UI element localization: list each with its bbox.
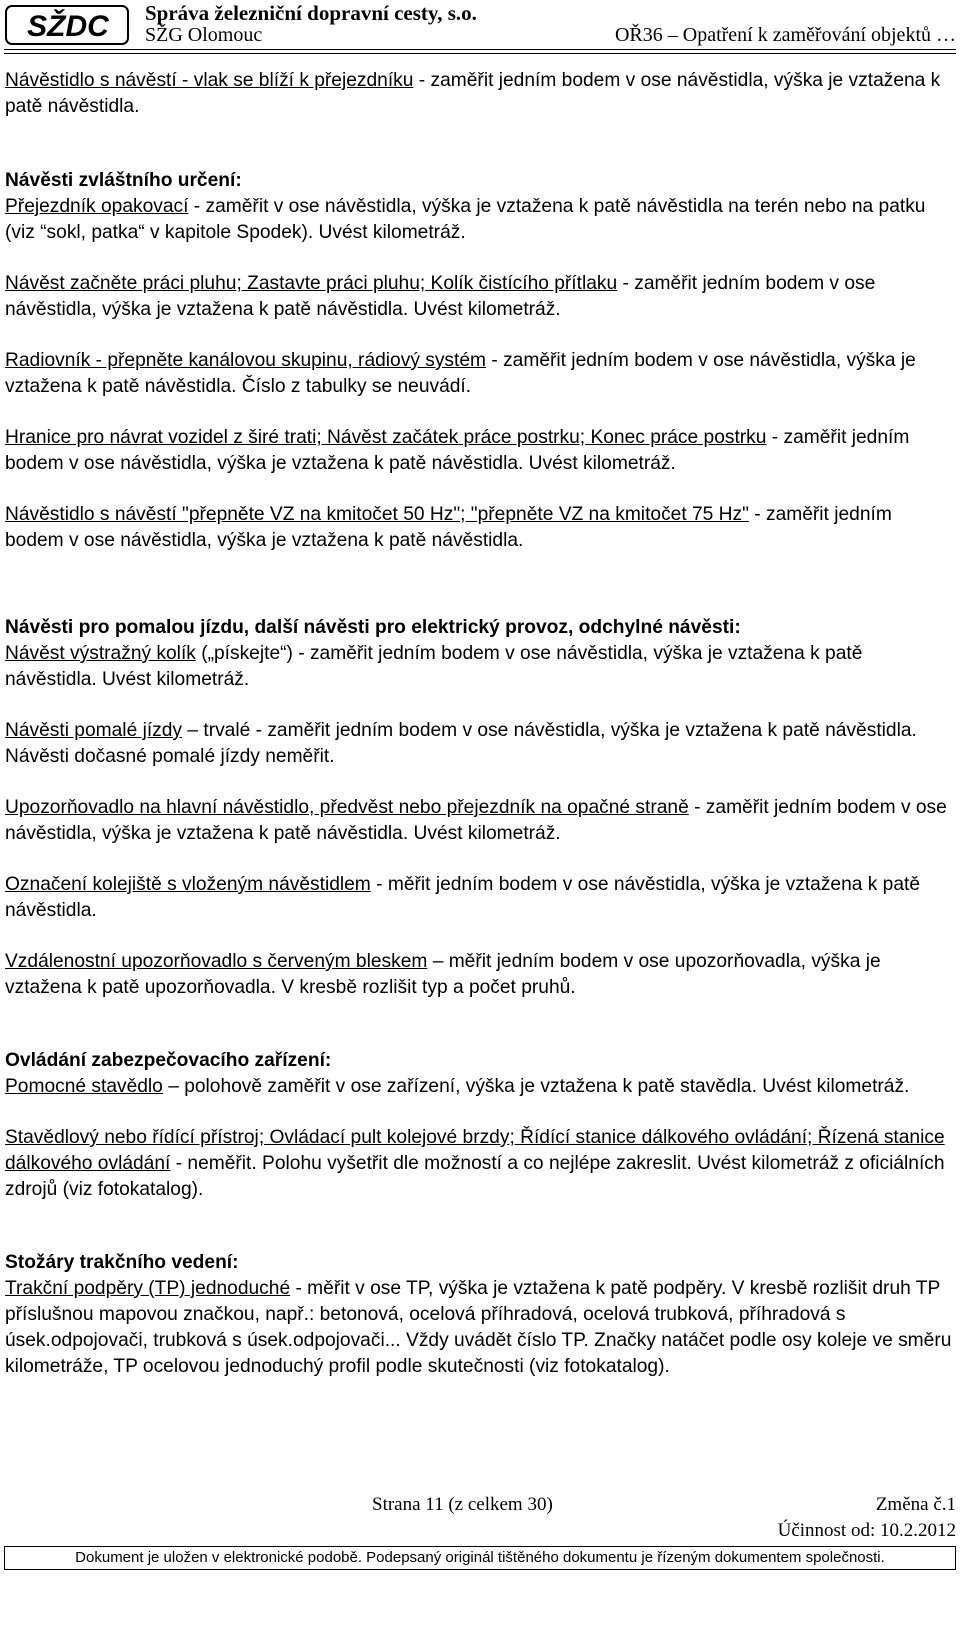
underlined-term: Stavědlový nebo řídící přístroj; Ovládací pult kolejové brzdy; Řídící stanice dálkového ovládání; Řízená stanice dálkového ovládání — [5, 1127, 945, 1174]
paragraph — [5, 949, 955, 1001]
underlined-term: Návěst začněte práci pluhu; Zastavte práci pluhu; Kolík čistícího přítlaku — [5, 273, 618, 294]
paragraph — [5, 1250, 955, 1380]
paragraph — [5, 348, 955, 400]
paragraph — [5, 271, 955, 323]
underlined-term: Přejezdník opakovací — [5, 196, 189, 217]
section-spacer — [5, 1026, 955, 1048]
paragraph-text: – trvalé - zaměřit jedním bodem v ose návěstidla, výška je vztažena k patě návěstidla. Návěsti dočasné pomalé jízdy neměřit. — [5, 720, 917, 767]
paragraph-text: - měřit jedním bodem v ose návěstidla, výška je vztažena k patě návěstidla. — [5, 874, 921, 921]
paragraph-text: - zaměřit jedním bodem v ose návěstidla, výška je vztažena k patě návěstidla. — [5, 70, 941, 117]
paragraph-text: - měřit v ose TP, výška je vztažena k patě podpěry. V kresbě rozlišit druh TP příslušnou mapovou značkou, např.: betonová, ocelová příhradová, ocelová trubková, příhradová s úsek.odpojovači, trubková s úsek.odpojovači... Vždy uvádět číslo TP. Značky natáčet podle osy koleje ve směru kilometráže, TP ocelovou jednoduchý profil podle skutečnosti (viz fotokatalog). — [5, 1278, 952, 1377]
paragraph-text: („pískejte“) - zaměřit jedním bodem v ose návěstidla, výška je vztažena k patě návěstidla. Uvést kilometráž. — [5, 643, 863, 690]
paragraph-text: - zaměřit jedním bodem v ose návěstidla, výška je vztažena k patě návěstidla. — [5, 504, 892, 551]
paragraph-text: - zaměřit jedním bodem v ose návěstidla, výška je vztažena k patě návěstidla. Číslo z tabulky se neuvádí. — [5, 350, 916, 397]
underlined-term: Hranice pro návrat vozidel z širé trati; Návěst začátek práce postrku; Konec práce postrku — [5, 427, 767, 448]
paragraph — [5, 68, 955, 120]
header-rule — [4, 49, 956, 50]
section-heading: Stožáry trakčního vedení: — [5, 1252, 239, 1273]
document-notice: Dokument je uložen v elektronické podobě. Podepsaný originál tištěného dokumentu je řízeným dokumentem společnosti. — [4, 1546, 956, 1570]
page-number: Strana 11 (z celkem 30) — [372, 1494, 553, 1515]
page-header — [0, 0, 960, 62]
section-heading: Ovládání zabezpečovacího zařízení: — [5, 1050, 332, 1071]
organization-name: Správa železniční dopravní cesty, s.o. — [145, 1, 477, 25]
change-number: Změna č.1 — [875, 1494, 956, 1515]
paragraph-text: - zaměřit jedním bodem v ose návěstidla, výška je vztažena k patě návěstidla. Uvést kilometráž. — [5, 797, 947, 844]
underlined-term: Návěstidlo s návěstí - vlak se blíží k přejezdníku — [5, 70, 414, 91]
validity-date: Účinnost od: 10.2.2012 — [777, 1520, 956, 1541]
paragraph — [5, 168, 955, 246]
paragraph-text: - zaměřit jedním bodem v ose návěstidla, výška je vztažena k patě návěstidla. Uvést kilometráž. — [5, 273, 876, 320]
header-rule — [4, 53, 956, 54]
section-heading: Návěsti zvláštního určení: — [5, 170, 242, 191]
section-spacer — [5, 579, 955, 615]
paragraph-text: - zaměřit v ose návěstidla, výška je vztažena k patě návěstidla na terén nebo na patku (viz “sokl, patka“ v kapitole Spodek). Uvést kilometráž. — [5, 196, 926, 243]
paragraph — [5, 502, 955, 554]
paragraph — [5, 1048, 955, 1100]
paragraph-text: - neměřit. Polohu vyšetřit dle možností a co nejlépe zakreslit. Uvést kilometráž z oficiálních zdrojů (viz fotokatalog). — [5, 1153, 945, 1200]
paragraph-text: – měřit jedním bodem v ose upozorňovadla, výška je vztažena k patě upozorňovadla. V kresbě rozlišit typ a počet pruhů. — [5, 951, 881, 998]
section-spacer — [5, 145, 955, 168]
paragraph-text: - zaměřit jedním bodem v ose návěstidla, výška je vztažena k patě návěstidla. Uvést kilometráž. — [5, 427, 910, 474]
underlined-term: Vzdálenostní upozorňovadlo s červeným bleskem — [5, 951, 428, 972]
paragraph — [5, 425, 955, 477]
paragraph-text: – polohově zaměřit v ose zařízení, výška je vztažena k patě stavědla. Uvést kilometráž. — [162, 1076, 910, 1097]
underlined-term: Návěsti pomalé jízdy — [5, 720, 183, 741]
paragraph — [5, 872, 955, 924]
document-body — [5, 68, 955, 1405]
underlined-term: Pomocné stavědlo — [5, 1076, 163, 1097]
paragraph — [5, 795, 955, 847]
section-spacer — [5, 1228, 955, 1250]
organization-unit: SŽG Olomouc — [145, 24, 263, 46]
paragraph — [5, 615, 955, 693]
underlined-term: Upozorňovadlo na hlavní návěstidlo, předvěst nebo přejezdník na opačné straně — [5, 797, 689, 818]
logo-text: SŽDC — [27, 10, 109, 43]
paragraph — [5, 1125, 955, 1203]
paragraph — [5, 718, 955, 770]
underlined-term: Návěstidlo s návěstí "přepněte VZ na kmitočet 50 Hz"; "přepněte VZ na kmitočet 75 Hz" — [5, 504, 749, 525]
section-heading: Návěsti pro pomalou jízdu, další návěsti pro elektrický provoz, odchylné návěsti: — [5, 617, 741, 638]
underlined-term: Radiovník - přepněte kanálovou skupinu, rádiový systém — [5, 350, 487, 371]
underlined-term: Trakční podpěry (TP) jednoduché — [5, 1278, 291, 1299]
underlined-term: Návěst výstražný kolík — [5, 643, 196, 664]
szdc-logo — [4, 2, 132, 48]
document-title: OŘ36 – Opatření k zaměřování objektů … — [614, 24, 956, 46]
page-footer — [0, 1494, 960, 1642]
underlined-term: Označení kolejiště s vloženým návěstidlem — [5, 874, 371, 895]
